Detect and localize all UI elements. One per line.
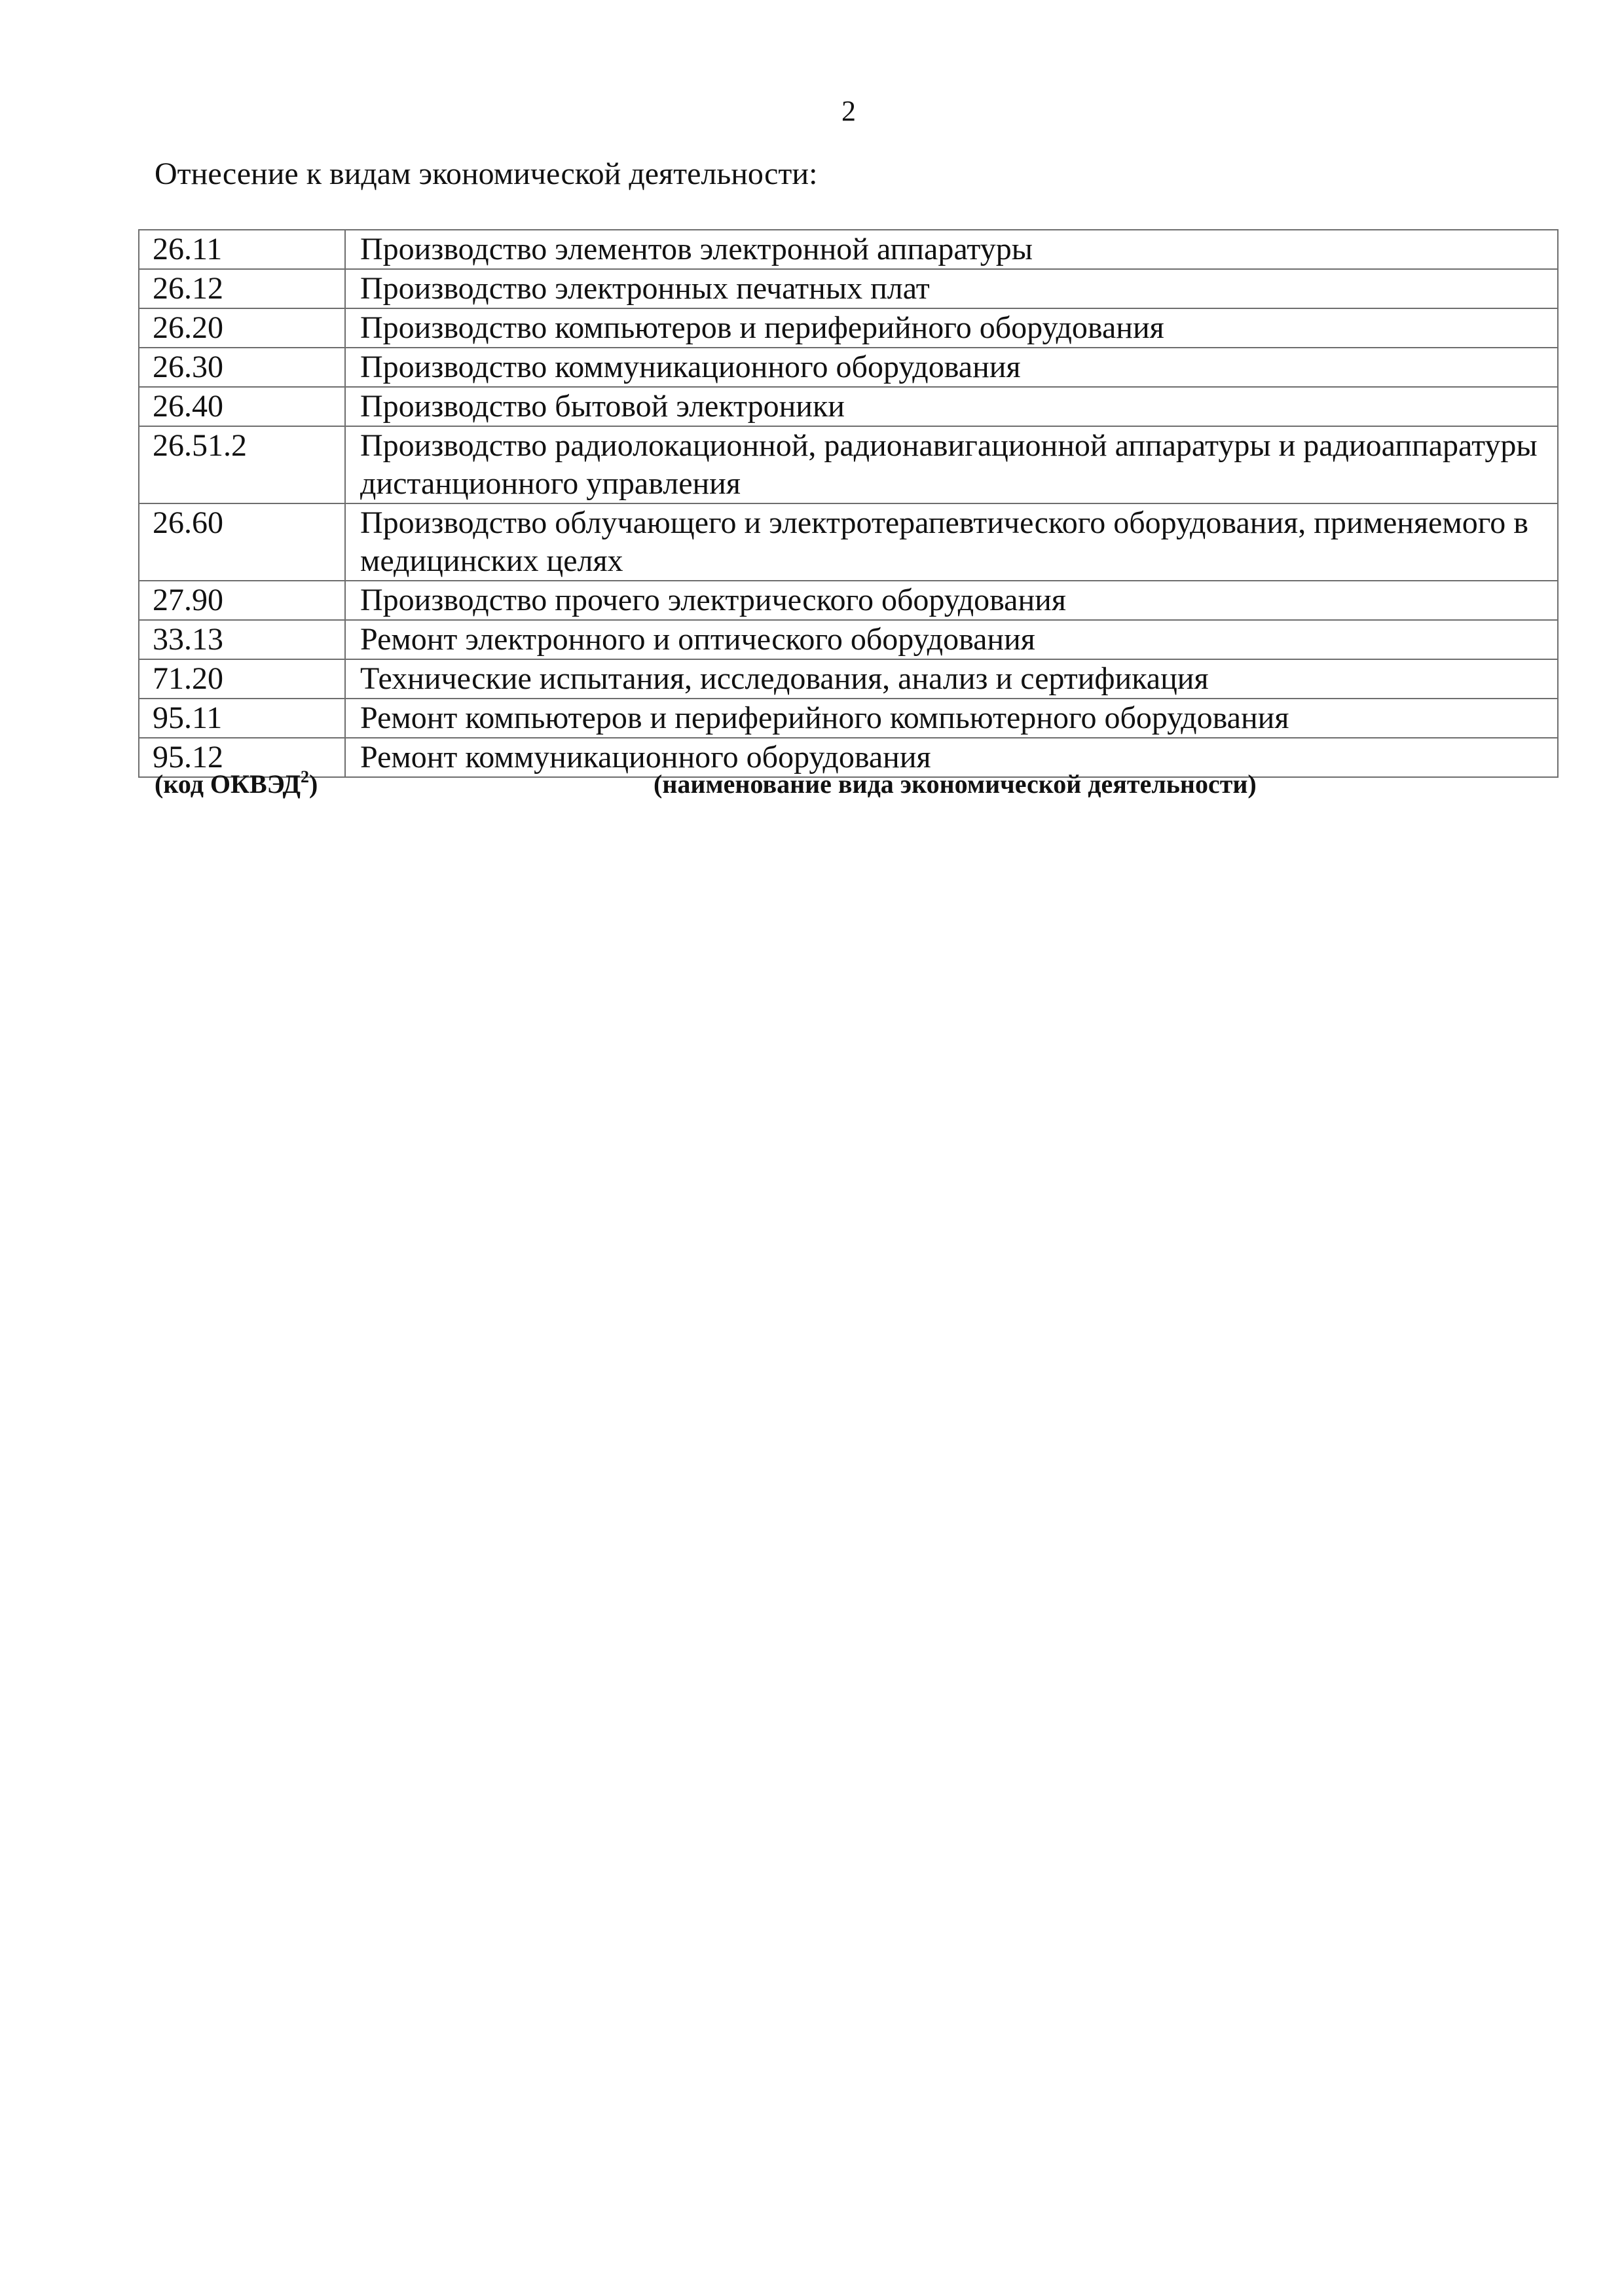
table-row — [139, 699, 1558, 738]
table-row — [139, 387, 1558, 426]
activity-name: Производство элементов электронной аппаратуры — [345, 230, 1558, 269]
okved-code: 27.90 — [139, 581, 345, 620]
code-caption-label: (код ОКВЭД — [155, 769, 301, 799]
activity-name: Ремонт коммуникационного оборудования — [345, 738, 1558, 777]
table-row — [139, 308, 1558, 348]
okved-code: 26.30 — [139, 348, 345, 387]
table-row — [139, 269, 1558, 308]
okved-code: 95.11 — [139, 699, 345, 738]
activity-name: Производство коммуникационного оборудования — [345, 348, 1558, 387]
footnote-marker: 2 — [301, 767, 310, 786]
activity-name: Технические испытания, исследования, анализ и сертификация — [345, 659, 1558, 699]
activity-name: Производство прочего электрического оборудования — [345, 581, 1558, 620]
okved-code: 33.13 — [139, 620, 345, 659]
okved-code: 26.60 — [139, 503, 345, 581]
okved-code: 71.20 — [139, 659, 345, 699]
okved-code: 26.40 — [139, 387, 345, 426]
okved-code: 26.20 — [139, 308, 345, 348]
activity-name: Производство облучающего и электротерапевтического оборудования, применяемого в медицинских целях — [345, 503, 1558, 581]
okved-code: 26.11 — [139, 230, 345, 269]
activity-name: Ремонт электронного и оптического оборудования — [345, 620, 1558, 659]
okved-code: 95.12 — [139, 738, 345, 777]
table-row — [139, 620, 1558, 659]
table-row — [139, 348, 1558, 387]
table-row — [139, 230, 1558, 269]
table-row — [139, 426, 1558, 503]
name-column-caption: (наименование вида экономической деятельности) — [654, 769, 1257, 799]
page-number: 2 — [841, 95, 856, 127]
activity-name: Производство радиолокационной, радионавигационной аппаратуры и радиоаппаратуры дистанционного управления — [345, 426, 1558, 503]
code-caption-close: ) — [309, 769, 318, 799]
code-column-caption — [155, 767, 318, 801]
activity-name: Производство компьютеров и периферийного оборудования — [345, 308, 1558, 348]
okved-code: 26.12 — [139, 269, 345, 308]
activity-name: Ремонт компьютеров и периферийного компьютерного оборудования — [345, 699, 1558, 738]
table-row — [139, 659, 1558, 699]
table-row — [139, 503, 1558, 581]
activity-name: Производство электронных печатных плат — [345, 269, 1558, 308]
section-heading: Отнесение к видам экономической деятельности: — [155, 156, 818, 191]
activity-name: Производство бытовой электроники — [345, 387, 1558, 426]
table-row — [139, 581, 1558, 620]
okved-table — [138, 229, 1559, 778]
okved-code: 26.51.2 — [139, 426, 345, 503]
